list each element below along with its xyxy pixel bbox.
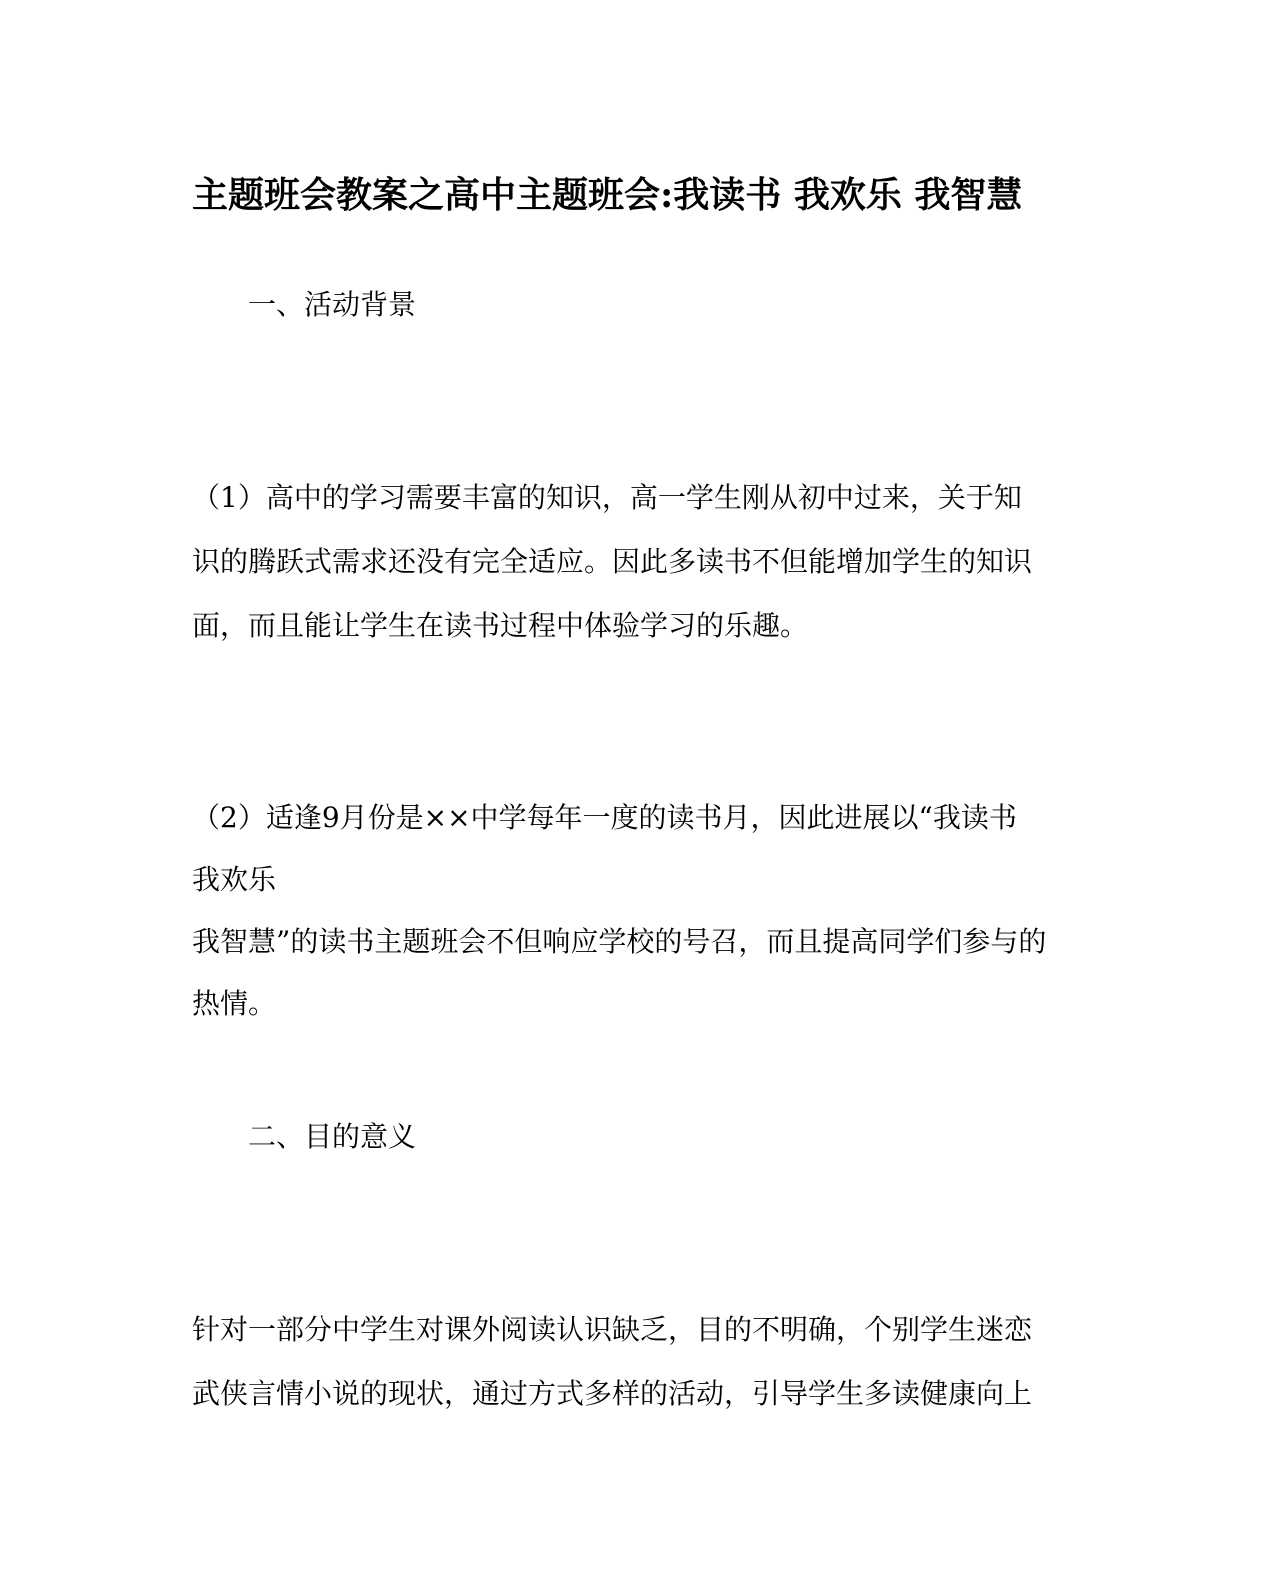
section-heading-background: 一、活动背景	[248, 288, 417, 321]
text-line: 识的腾跃式需求还没有完全适应。因此多读书不但能增加学生的知识	[192, 545, 1033, 578]
text-line: 针对一部分中学生对课外阅读认识缺乏，目的不明确，个别学生迷恋	[192, 1313, 1033, 1346]
document-title: 主题班会教案之高中主题班会:我读书 我欢乐 我智慧	[192, 174, 1023, 216]
text-line: 我智慧”的读书主题班会不但响应学校的号召，而且提高同学们参与的	[192, 925, 1047, 958]
text-line: 武侠言情小说的现状，通过方式多样的活动，引导学生多读健康向上	[192, 1377, 1033, 1410]
text-line: （2）适逢9月份是××中学每年一度的读书月，因此进展以“我读书	[192, 801, 1017, 834]
text-line: 热情。	[192, 987, 277, 1020]
text-line: 面，而且能让学生在读书过程中体验学习的乐趣。	[192, 609, 809, 642]
text-line: （1）高中的学习需要丰富的知识，高一学生刚从初中过来，关于知	[192, 481, 1022, 514]
paragraph-background-1	[192, 466, 1072, 658]
paragraph-purpose-1	[192, 1298, 1072, 1426]
paragraph-background-2	[192, 786, 1072, 1034]
text-line: 我欢乐	[192, 863, 277, 896]
section-heading-purpose: 二、目的意义	[248, 1120, 417, 1153]
